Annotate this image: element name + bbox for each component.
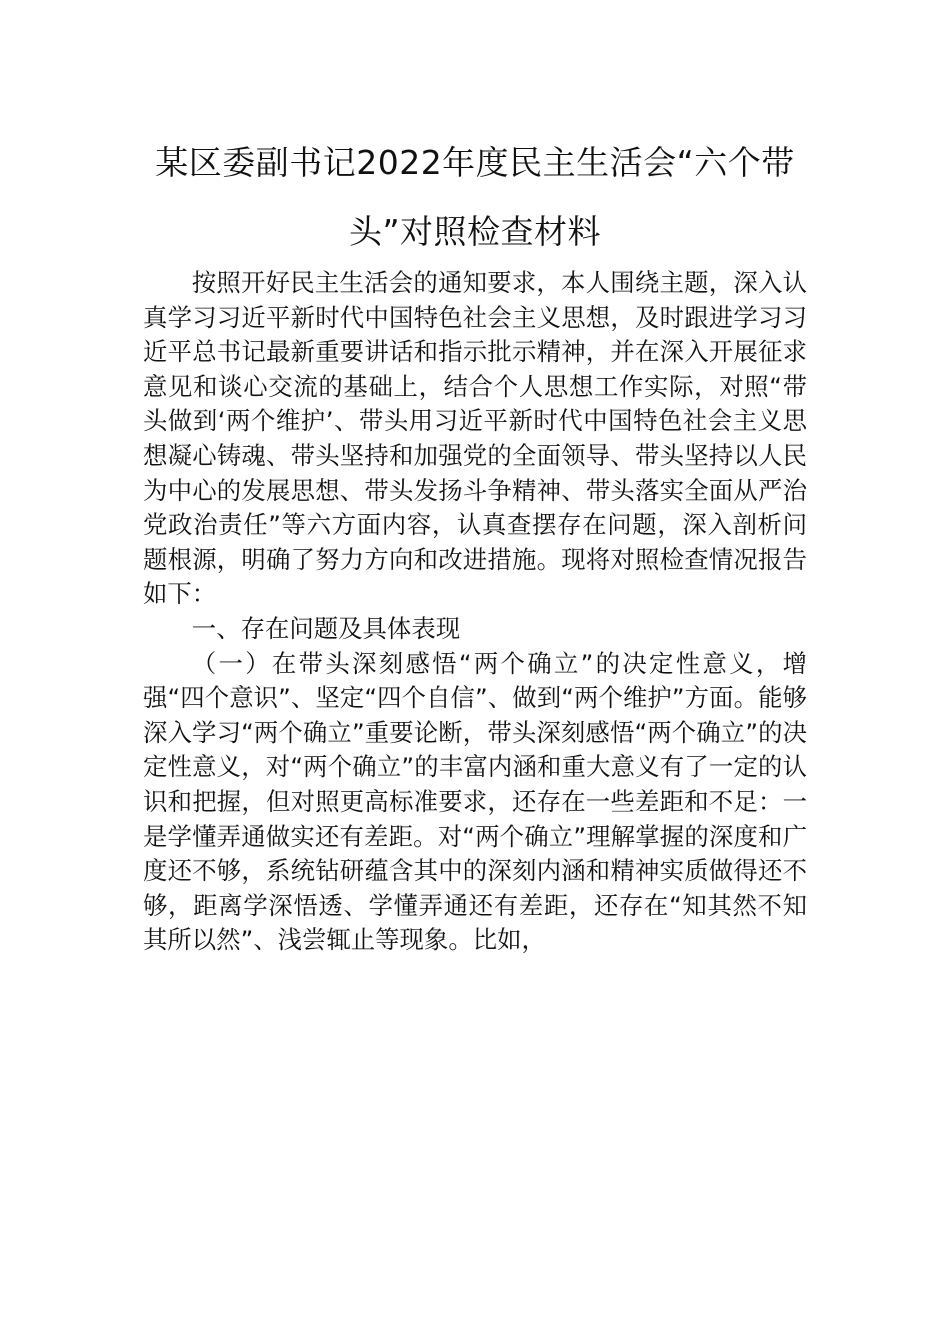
- intro-paragraph: 按照开好民主生活会的通知要求，本人围绕主题，深入认真学习习近平新时代中国特色社会主义思想，及时跟进学习习近平总书记最新重要讲话和指示批示精神，并在深入开展征求意见和谈心交流的基础上，结合个人思想工作实际，对照“带头做到‘两个维护’、带头用习近平新时代中国特色社会主义思想凝心铸魂、带头坚持和加强党的全面领导、带头坚持以人民为中心的发展思想、带头发扬斗争精神、带头落实全面从严治党政治责任”等六方面内容，认真查摆存在问题，深入剖析问题根源，明确了努力方向和改进措施。现将对照检查情况报告如下：: [143, 268, 807, 609]
- section-heading: 一、存在问题及具体表现: [191, 613, 461, 643]
- document-title: 某区委副书记2022年度民主生活会“六个带头”对照检查材料: [155, 143, 795, 251]
- section-paragraph: （一）在带头深刻感悟“两个确立”的决定性意义，增强“四个意识”、坚定“四个自信”、做到“两个维护”方面。能够深入学习“两个确立”重要论断，带头深刻感悟“两个确立”的决定性意义，对“两个确立”的丰富内涵和重大意义有了一定的认识和把握，但对照更高标准要求，还存在一些差距和不足：一是学懂弄通做实还有差距。对“两个确立”理解掌握的深度和广度还不够，系统钻研蕴含其中的深刻内涵和精神实质做得还不够，距离学深悟透、学懂弄通还有差距，还存在“知其然不知其所以然”、浅尝辄止等现象。比如，: [143, 648, 807, 955]
- document-content: [143, 128, 807, 958]
